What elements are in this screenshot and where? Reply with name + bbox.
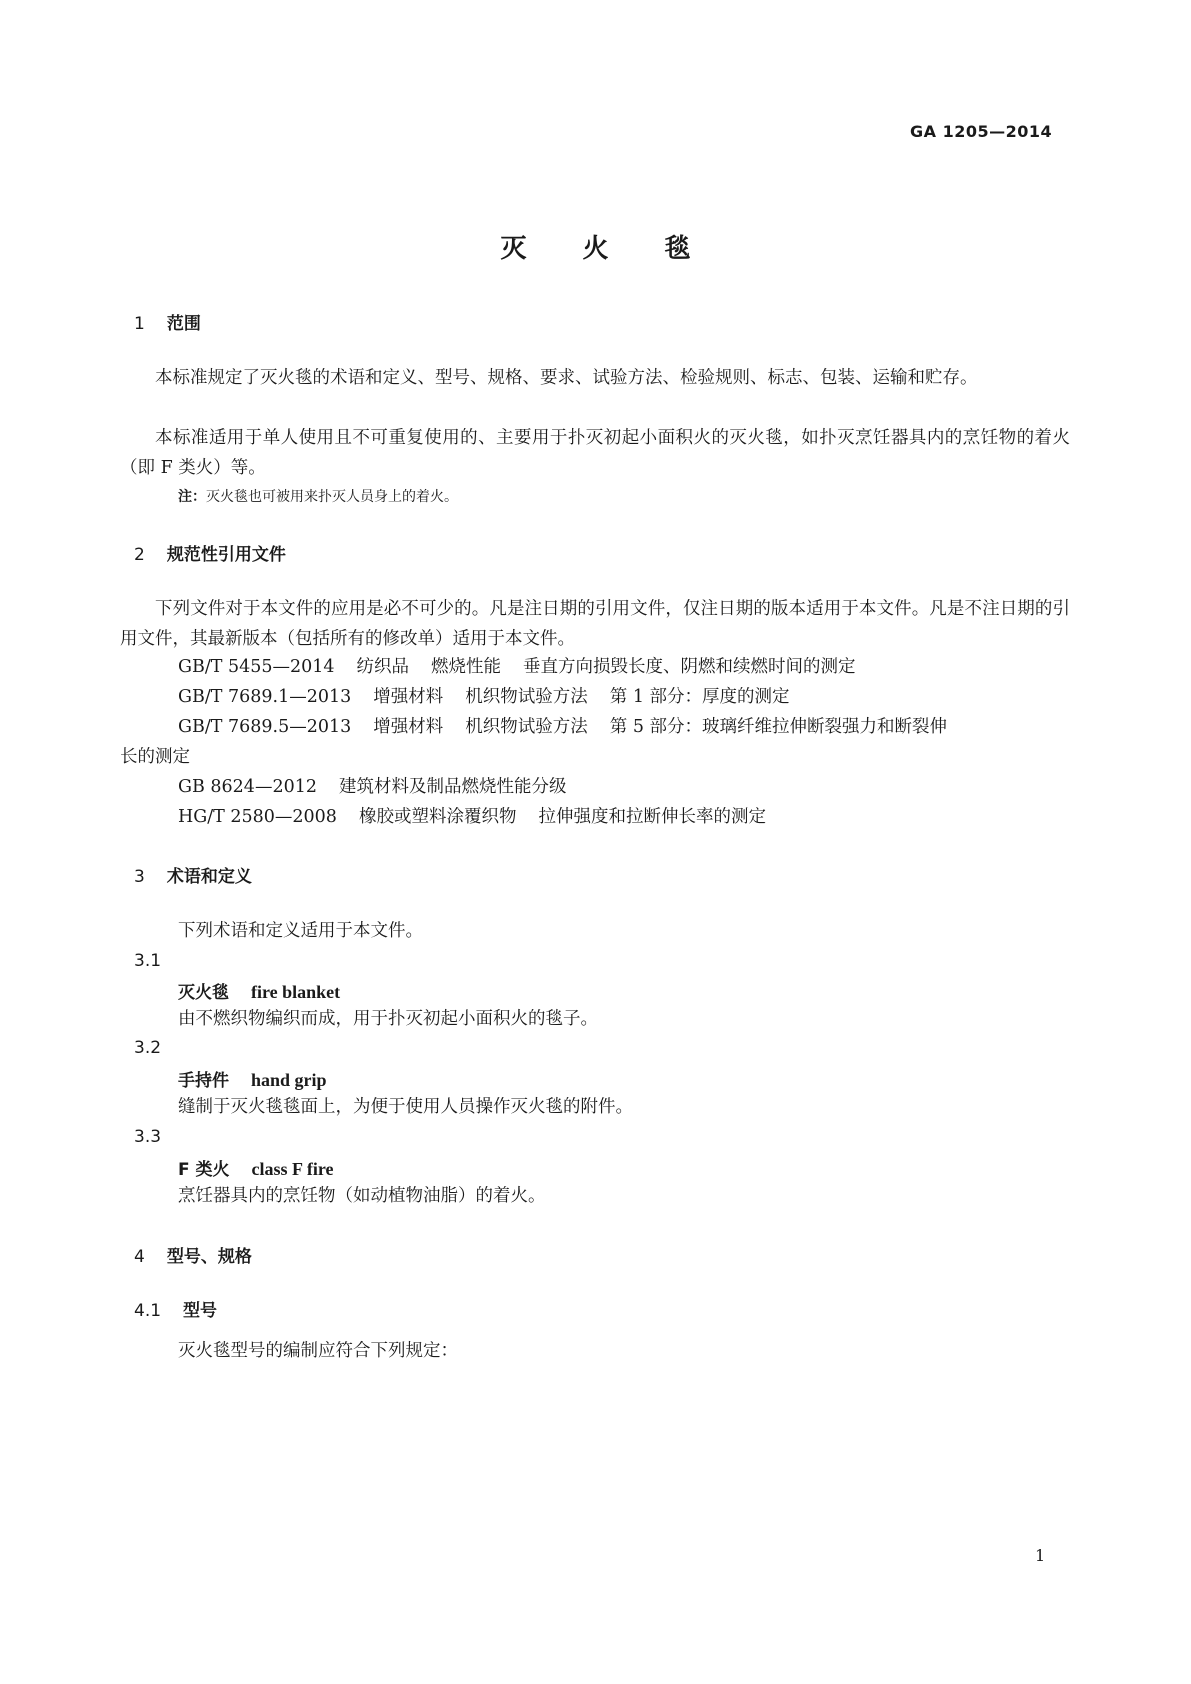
term-definition: 烹饪器具内的烹饪物（如动植物油脂）的着火。 [178, 1186, 546, 1206]
section-4-1-text: 灭火毯型号的编制应符合下列规定： [178, 1341, 458, 1361]
term-chinese: 手持件 [178, 1071, 229, 1091]
section-1-heading [134, 309, 201, 334]
term-definition: 由不燃织物编织而成，用于扑灭初起小面积火的毯子。 [178, 1009, 598, 1029]
section-4-1-heading [134, 1296, 217, 1321]
reference-part: 燃烧性能 [431, 657, 502, 677]
reference-part: 拉伸强度和拉断伸长率的测定 [538, 807, 766, 827]
reference-part: 第 5 部分：玻璃纤维拉伸断裂强力和断裂伸 [609, 717, 948, 737]
reference-5 [178, 802, 766, 832]
section-1-paragraph-2: 本标准适用于单人使用且不可重复使用的、主要用于扑灭初起小面积火的灭火毯，如扑灭烹饪器具内的烹饪物的着火（即 F 类火）等。 [120, 428, 1070, 478]
reference-code: GB 8624—2012 [178, 777, 317, 797]
note-label: 注： [178, 489, 206, 505]
section-title: 型号、规格 [166, 1247, 252, 1267]
term-heading [178, 978, 340, 1003]
term-heading [178, 1066, 327, 1091]
reference-part: 建筑材料及制品燃烧性能分级 [338, 777, 567, 797]
reference-code: GB/T 7689.1—2013 [178, 687, 352, 707]
section-3-heading [134, 862, 252, 887]
section-title: 术语和定义 [166, 867, 252, 887]
section-2-intro: 下列文件对于本文件的应用是必不可少的。凡是注日期的引用文件，仅注日期的版本适用于本文件。凡是不注日期的引用文件，其最新版本（包括所有的修改单）适用于本文件。 [120, 599, 1070, 649]
term-chinese: 灭火毯 [178, 983, 229, 1003]
reference-part: 垂直方向损毁长度、阴燃和续燃时间的测定 [523, 657, 856, 677]
reference-4 [178, 772, 566, 802]
note-text: 灭火毯也可被用来扑灭人员身上的着火。 [206, 489, 458, 505]
section-title: 范围 [166, 314, 201, 334]
standard-number: GA 1205—2014 [910, 122, 1053, 141]
reference-part: 第 1 部分：厚度的测定 [609, 687, 790, 707]
reference-part: 增强材料 [373, 717, 444, 737]
section-title: 型号 [183, 1301, 218, 1321]
reference-3-continuation: 长的测定 [120, 747, 190, 767]
reference-2 [178, 682, 790, 712]
term-english: class F fire [251, 1159, 334, 1179]
section-number: 4 [134, 1247, 145, 1267]
term-number: 3.2 [134, 1038, 162, 1058]
term-english: hand grip [251, 1070, 327, 1090]
term-chinese: F 类火 [178, 1160, 230, 1180]
reference-code: GB/T 5455—2014 [178, 657, 335, 677]
title-char-3: 毯 [664, 234, 691, 264]
term-english: fire blanket [251, 982, 341, 1002]
reference-part: 机织物试验方法 [465, 717, 588, 737]
section-4-heading [134, 1242, 252, 1267]
title-char-2: 火 [582, 234, 609, 264]
term-number: 3.3 [134, 1127, 162, 1147]
section-number: 2 [134, 545, 145, 565]
section-3-intro: 下列术语和定义适用于本文件。 [178, 921, 423, 941]
term-number: 3.1 [134, 951, 162, 971]
page-number: 1 [1035, 1546, 1046, 1565]
term-definition: 缝制于灭火毯毯面上，为便于使用人员操作灭火毯的附件。 [178, 1097, 633, 1117]
term-heading [178, 1155, 334, 1180]
section-title: 规范性引用文件 [166, 545, 286, 565]
section-number: 4.1 [134, 1301, 162, 1321]
section-1-note [178, 486, 458, 506]
title-char-1: 灭 [500, 234, 527, 264]
section-number: 1 [134, 314, 145, 334]
reference-part: 机织物试验方法 [465, 687, 588, 707]
section-number: 3 [134, 867, 145, 887]
document-title [0, 228, 1191, 265]
reference-part: 纺织品 [356, 657, 410, 677]
reference-1 [178, 652, 856, 682]
reference-part: 增强材料 [373, 687, 444, 707]
section-1-paragraph-1: 本标准规定了灭火毯的术语和定义、型号、规格、要求、试验方法、检验规则、标志、包装、运输和贮存。 [155, 368, 978, 388]
section-2-heading [134, 540, 286, 565]
reference-3 [178, 712, 947, 742]
reference-code: HG/T 2580—2008 [178, 807, 337, 827]
reference-code: GB/T 7689.5—2013 [178, 717, 352, 737]
reference-part: 橡胶或塑料涂覆织物 [358, 807, 517, 827]
